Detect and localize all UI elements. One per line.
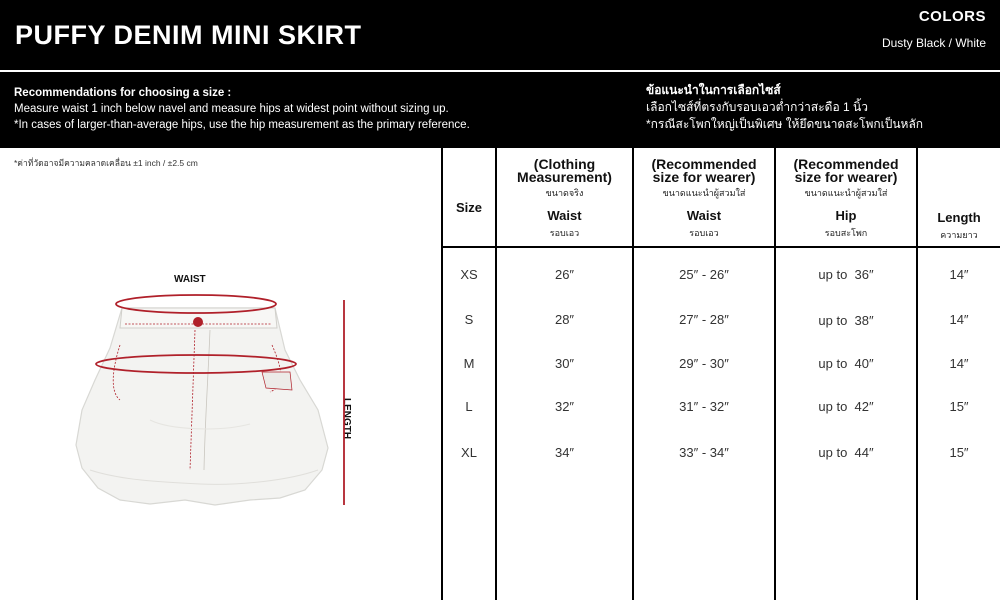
reco-th-heading: ข้อแนะนำในการเลือกไซส์ <box>646 83 781 97</box>
cell-waist: 30″ <box>554 356 575 371</box>
skirt-illustration <box>0 0 440 600</box>
cell-waist: 32″ <box>554 399 575 414</box>
col-header-clothing-waist <box>497 148 632 246</box>
cell-rec-hip: up to 44″ <box>818 445 874 460</box>
col-paren-line1: (Recommended <box>651 156 757 172</box>
reco-en-heading: Recommendations for choosing a size : <box>14 87 232 99</box>
col-size-label: Size <box>455 200 482 215</box>
col-header-length <box>918 148 1000 246</box>
cell-size: XS <box>460 267 478 282</box>
col-thai-measure: ความยาว <box>940 230 978 240</box>
col-paren-line2: Measurement) <box>517 169 612 185</box>
waist-label: WAIST <box>174 274 206 285</box>
cell-rec-hip: up to 42″ <box>818 399 874 414</box>
col-measure-label: Hip <box>835 208 857 223</box>
cell-waist: 26″ <box>554 267 575 282</box>
header-row-border <box>441 246 1000 248</box>
col-measure-label: Waist <box>686 208 722 223</box>
cell-rec-hip: up to 36″ <box>818 267 874 282</box>
product-title: PUFFY DENIM MINI SKIRT <box>15 20 362 50</box>
recommendations-thai <box>646 82 923 133</box>
cell-size: XL <box>461 445 477 460</box>
cell-rec-waist: 31″ - 32″ <box>679 399 729 414</box>
cell-length: 14″ <box>949 312 969 327</box>
reco-th-line1: เลือกไซส์ที่ตรงกับรอบเอวต่ำกว่าสะดือ 1 นิ้ว <box>646 100 868 114</box>
reco-en-line2: *In cases of larger-than-average hips, use the hip measurement as the primary reference. <box>14 119 470 131</box>
reco-th-line2: *กรณีสะโพกใหญ่เป็นพิเศษ ให้ยึดขนาดสะโพกเป็นหลัก <box>646 117 924 131</box>
length-label: LENGTH <box>341 398 352 440</box>
cell-rec-hip: up to 40″ <box>818 356 874 371</box>
col-paren-line2: size for wearer) <box>652 169 756 185</box>
cell-length: 14″ <box>949 267 969 282</box>
cell-size: M <box>463 356 475 371</box>
tolerance-note: *ค่าที่วัดอาจมีความคลาดเคลื่อน ±1 inch / ±2.5 cm <box>14 158 198 168</box>
reco-en-line1: Measure waist 1 inch below navel and measure hips at widest point without sizing up. <box>14 103 449 115</box>
cell-waist: 34″ <box>554 445 575 460</box>
col-thai-sub: ขนาดแนะนำผู้สวมใส่ <box>804 188 888 198</box>
col-header-recommended-hip <box>776 148 916 246</box>
col-paren-line1: (Clothing <box>533 156 596 172</box>
col-measure-label: Waist <box>547 208 582 223</box>
skirt-image <box>76 308 328 505</box>
col-measure-label: Length <box>937 210 981 225</box>
button-icon <box>193 317 203 327</box>
cell-length: 15″ <box>949 445 969 460</box>
size-chart-table <box>441 148 1000 600</box>
cell-size: L <box>465 399 473 414</box>
cell-rec-waist: 25″ - 26″ <box>679 267 729 282</box>
colors-label: COLORS <box>918 8 986 25</box>
col-header-size <box>443 148 495 246</box>
col-paren-line1: (Recommended <box>793 156 899 172</box>
col-thai-measure: รอบเอว <box>689 228 719 238</box>
cell-rec-waist: 27″ - 28″ <box>679 312 729 327</box>
colors-value: Dusty Black / White <box>881 36 986 50</box>
col-thai-sub: ขนาดจริง <box>545 188 584 198</box>
col-thai-measure: รอบเอว <box>549 228 580 238</box>
cell-waist: 28″ <box>554 312 575 327</box>
col-thai-sub: ขนาดแนะนำผู้สวมใส่ <box>662 188 746 198</box>
cell-rec-waist: 33″ - 34″ <box>679 445 729 460</box>
cell-rec-waist: 29″ - 30″ <box>679 356 729 371</box>
cell-length: 15″ <box>949 399 969 414</box>
cell-rec-hip: up to 38″ <box>818 313 874 328</box>
cell-size: S <box>464 312 474 327</box>
cell-length: 14″ <box>949 356 969 371</box>
col-paren-line2: size for wearer) <box>794 169 898 185</box>
col-header-recommended-waist <box>634 148 774 246</box>
col-thai-measure: รอบสะโพก <box>824 228 868 238</box>
